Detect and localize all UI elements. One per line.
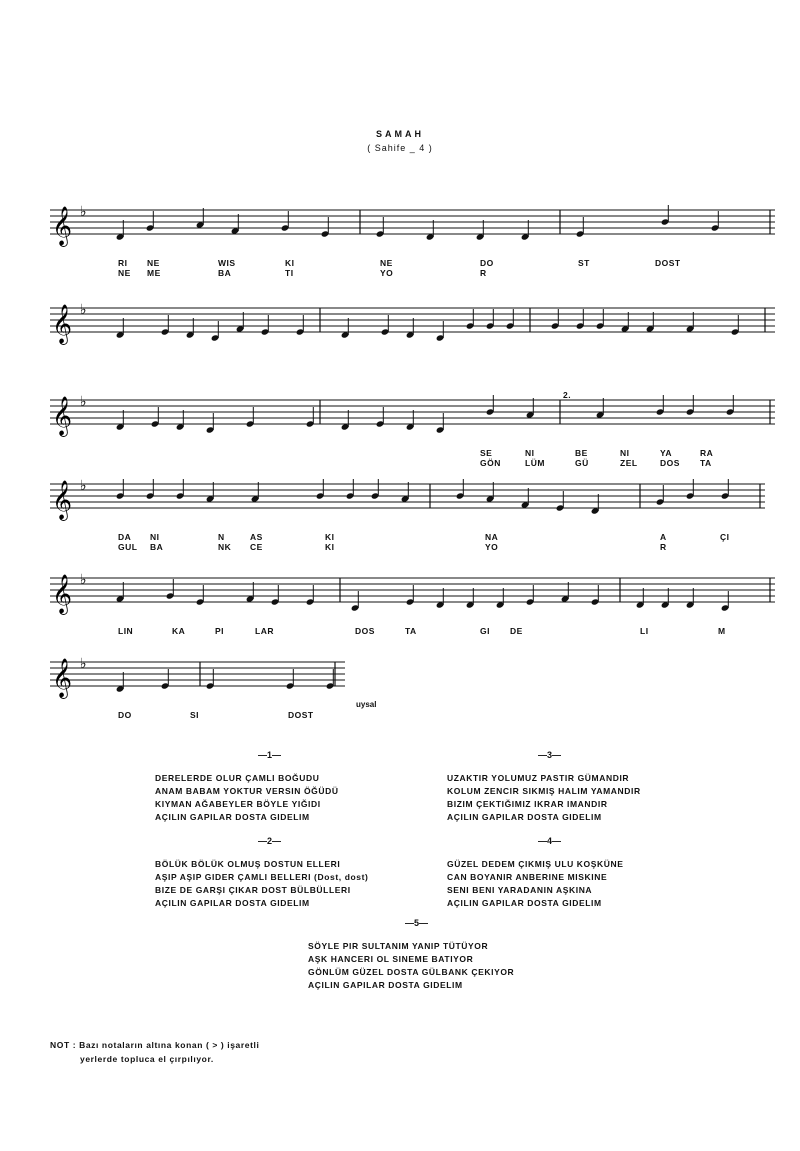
verse-line: AÇILIN GAPILAR DOSTA GIDELIM <box>155 812 310 822</box>
lyric-syllable: M <box>718 626 726 636</box>
lyric-syllable: NI <box>150 532 160 542</box>
lyric-syllable-alt: R <box>480 268 487 278</box>
page-subtitle: ( Sahife _ 4 ) <box>367 143 433 153</box>
verse-line: CAN BOYANIR ANBERINE MISKINE <box>447 872 608 882</box>
verse-line: GÖNLÜM GÜZEL DOSTA GÜLBANK ÇEKIYOR <box>308 967 515 977</box>
flat-key-signature-icon: ♭ <box>80 656 87 672</box>
verse-line: BIZE DE GARŞI ÇIKAR DOST BÜLBÜLLERI <box>155 885 351 895</box>
lyric-syllable-alt: ME <box>147 268 161 278</box>
lyric-syllable: AS <box>250 532 263 542</box>
lyric-syllable-alt: YO <box>485 542 499 552</box>
flat-key-signature-icon: ♭ <box>80 302 87 318</box>
flat-key-signature-icon: ♭ <box>80 204 87 220</box>
verse-line: AŞK HANCERI OL SINEME BATIYOR <box>308 954 474 964</box>
verse-line: AŞIP AŞIP GIDER ÇAMLI BELLERI (Dost, dost) <box>155 872 369 882</box>
lyric-syllable-alt: TI <box>285 268 294 278</box>
lyric-syllable: DOST <box>655 258 681 268</box>
verse-line: AÇILIN GAPILAR DOSTA GIDELIM <box>447 898 602 908</box>
lyric-syllable: DOS <box>355 626 375 636</box>
verse-line: DERELERDE OLUR ÇAMLI BOĞUDU <box>155 773 320 783</box>
lyric-syllable: NI <box>525 448 535 458</box>
music-staff-4 <box>0 474 800 534</box>
verse-number: —3— <box>538 750 562 760</box>
treble-clef-icon: 𝄞 <box>52 396 73 436</box>
lyric-syllable-alt: GUL <box>118 542 138 552</box>
lyric-syllable: N <box>218 532 225 542</box>
lyric-syllable-alt: BA <box>150 542 164 552</box>
lyric-syllable-alt: CE <box>250 542 263 552</box>
lyric-syllable-alt: YO <box>380 268 394 278</box>
lyric-syllable: SI <box>190 710 200 720</box>
page-title: SAMAH <box>376 129 424 139</box>
verse-line: BÖLÜK BÖLÜK OLMUŞ DOSTUN ELLERI <box>155 859 341 869</box>
verse-line: SÖYLE PIR SULTANIM YANIP TÜTÜYOR <box>308 941 489 951</box>
lyric-syllable-alt: BA <box>218 268 232 278</box>
lyric-syllable: WIS <box>218 258 236 268</box>
verse-number: —2— <box>258 836 282 846</box>
verse-line: ANAM BABAM YOKTUR VERSIN ÖĞÜDÜ <box>155 786 339 796</box>
treble-clef-icon: 𝄞 <box>52 480 73 520</box>
verse-number: —5— <box>405 918 429 928</box>
lyric-syllable: RA <box>700 448 714 458</box>
treble-clef-icon: 𝄞 <box>52 206 73 246</box>
lyric-syllable-alt: GÜ <box>575 458 589 468</box>
lyric-syllable: RI <box>118 258 128 268</box>
lyric-syllable: BE <box>575 448 588 458</box>
music-staff-5 <box>0 568 800 628</box>
music-staff-6 <box>0 652 800 712</box>
lyric-syllable-alt: GÖN <box>480 458 501 468</box>
verse-number: —1— <box>258 750 282 760</box>
lyric-syllable: PI <box>215 626 225 636</box>
lyric-syllable-alt: R <box>660 542 667 552</box>
verse-line: AÇILIN GAPILAR DOSTA GIDELIM <box>308 980 463 990</box>
lyric-syllable: KA <box>172 626 186 636</box>
lyric-syllable: NE <box>147 258 160 268</box>
lyric-syllable-alt: ZEL <box>620 458 638 468</box>
lyric-syllable: LIN <box>118 626 134 636</box>
lyric-syllable: DO <box>118 710 132 720</box>
lyric-syllable: SE <box>480 448 493 458</box>
verse-line: SENI BENI YARADANIN AŞKINA <box>447 885 593 895</box>
lyric-syllable-alt: DOS <box>660 458 680 468</box>
music-staff-2 <box>0 298 800 358</box>
lyric-syllable: ST <box>578 258 590 268</box>
lyric-syllable: GI <box>480 626 490 636</box>
verse-line: GÜZEL DEDEM ÇIKMIŞ ULU KOŞKÜNE <box>447 859 624 869</box>
verse-number: —4— <box>538 836 562 846</box>
end-label: uysal <box>356 700 377 709</box>
lyric-syllable: LAR <box>255 626 274 636</box>
lyric-syllable: YA <box>660 448 673 458</box>
verse-line: AÇILIN GAPILAR DOSTA GIDELIM <box>155 898 310 908</box>
verse-line: BIZIM ÇEKTIĞIMIZ IKRAR IMANDIR <box>447 799 608 809</box>
music-staff-3 <box>0 390 800 450</box>
treble-clef-icon: 𝄞 <box>52 304 73 344</box>
lyric-syllable: DO <box>480 258 494 268</box>
lyric-syllable: DOST <box>288 710 314 720</box>
footnote-line-1: NOT : Bazı notaların altına konan ( > ) işaretli <box>50 1040 260 1050</box>
verse-line: UZAKTIR YOLUMUZ PASTIR GÜMANDIR <box>447 773 630 783</box>
lyric-syllable: A <box>660 532 667 542</box>
flat-key-signature-icon: ♭ <box>80 478 87 494</box>
lyric-syllable-alt: TA <box>700 458 712 468</box>
lyric-syllable: LI <box>640 626 649 636</box>
verse-line: KOLUM ZENCIR SIKMIŞ HALIM YAMANDIR <box>447 786 641 796</box>
lyric-syllable: KI <box>285 258 295 268</box>
lyric-syllable: NI <box>620 448 630 458</box>
lyric-syllable: ÇI <box>720 532 730 542</box>
verse-line: KIYMAN AĞABEYLER BÖYLE YIĞIDI <box>155 799 321 809</box>
lyric-syllable-alt: NE <box>118 268 131 278</box>
flat-key-signature-icon: ♭ <box>80 394 87 410</box>
lyric-syllable-alt: NK <box>218 542 232 552</box>
treble-clef-icon: 𝄞 <box>52 658 73 698</box>
lyric-syllable-alt: LÜM <box>525 458 545 468</box>
lyric-syllable: TA <box>405 626 417 636</box>
lyric-syllable: NE <box>380 258 393 268</box>
ending-mark: 2. <box>563 390 572 400</box>
lyric-syllable: NA <box>485 532 499 542</box>
lyric-syllable: DE <box>510 626 523 636</box>
lyric-syllable-alt: KI <box>325 542 335 552</box>
flat-key-signature-icon: ♭ <box>80 572 87 588</box>
verse-line: AÇILIN GAPILAR DOSTA GIDELIM <box>447 812 602 822</box>
footnote-line-2: yerlerde topluca el çırpılıyor. <box>80 1054 214 1064</box>
lyric-syllable: KI <box>325 532 335 542</box>
music-staff-1 <box>0 200 800 260</box>
lyric-syllable: DA <box>118 532 132 542</box>
treble-clef-icon: 𝄞 <box>52 574 73 614</box>
